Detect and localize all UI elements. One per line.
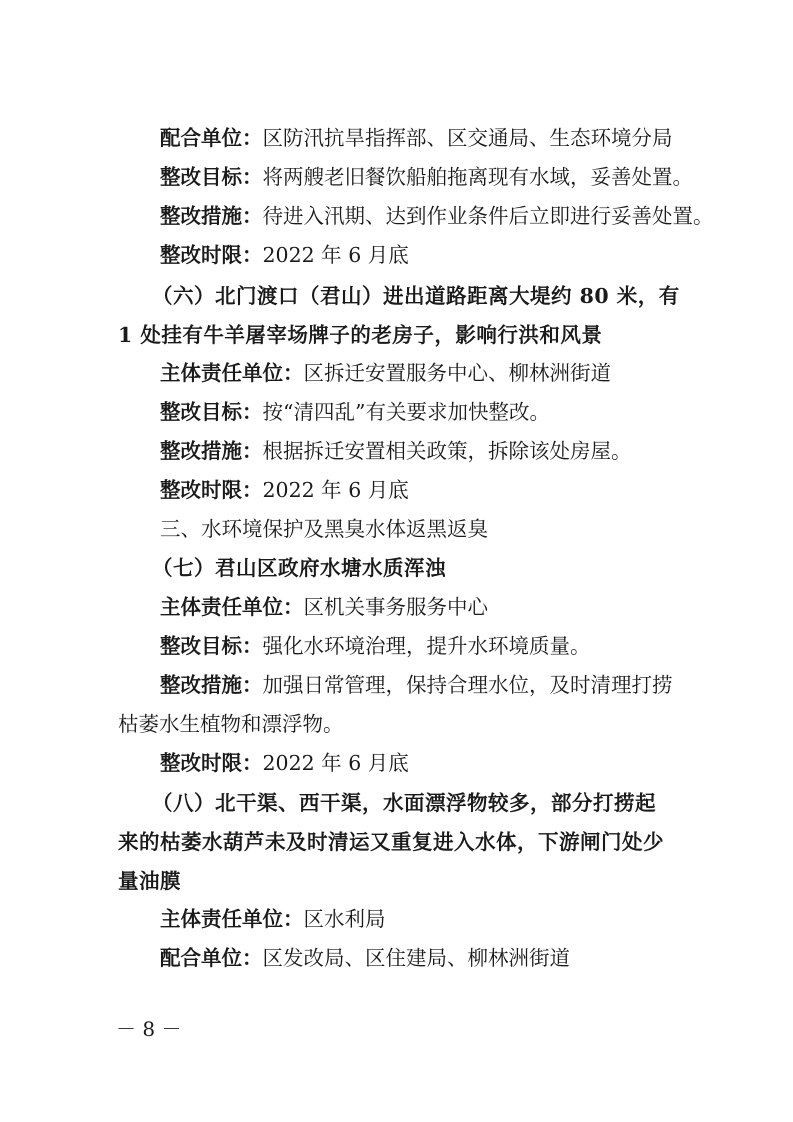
field-label: 整改时限： <box>160 243 263 267</box>
page-number: － 8 － <box>116 1017 182 1041</box>
paragraph-responsible-unit-8 <box>160 906 386 932</box>
field-value: 将两艘老旧餐饮船舶拖离现有水域，妥善处置。 <box>262 165 693 189</box>
field-label: 整改时限： <box>160 478 263 502</box>
field-label: 整改措施： <box>160 204 263 228</box>
heading-item-6-line1: （六）北门渡口（君山）进出道路距离大堤约 80 米，有 <box>152 284 680 308</box>
heading-item-8-line1: （八）北干渠、西干渠，水面漂浮物较多，部分打捞起 <box>152 791 656 815</box>
field-label: 整改措施： <box>160 439 263 463</box>
field-value: 区发改局、区住建局、柳林洲街道 <box>262 946 570 970</box>
field-value: 待进入汛期、达到作业条件后立即进行妥善处置。 <box>262 204 714 228</box>
paragraph-responsible-unit-7 <box>160 594 488 620</box>
field-value: 2022 年 6 月底 <box>262 478 409 502</box>
paragraph-responsible-unit-6 <box>160 360 611 386</box>
paragraph-rectification-goal-7 <box>160 633 591 659</box>
paragraph-deadline-5 <box>160 242 409 268</box>
heading-item-8-line3: 量油膜 <box>118 869 181 893</box>
paragraph-rectification-measures-6 <box>160 438 632 464</box>
paragraph-cooperating-units-8 <box>160 945 570 971</box>
field-label: 主体责任单位： <box>160 907 304 931</box>
field-value: 加强日常管理，保持合理水位，及时清理打捞 <box>262 673 673 697</box>
paragraph-rectification-measures-7-line1 <box>160 672 673 698</box>
field-value: 2022 年 6 月底 <box>262 243 409 267</box>
field-value: 区水利局 <box>303 907 386 931</box>
field-label: 主体责任单位： <box>160 361 304 385</box>
field-value: 区防汛抗旱指挥部、区交通局、生态环境分局 <box>262 126 673 150</box>
field-value: 区拆迁安置服务中心、柳林洲街道 <box>303 361 611 385</box>
field-label: 整改目标： <box>160 634 263 658</box>
field-label: 配合单位： <box>160 946 263 970</box>
field-label: 主体责任单位： <box>160 595 304 619</box>
paragraph-deadline-6 <box>160 477 409 503</box>
heading-item-8-line2: 来的枯萎水葫芦未及时清运又重复进入水体，下游闸门处少 <box>118 830 664 854</box>
field-value: 按“清四乱”有关要求加快整改。 <box>262 400 550 424</box>
paragraph-deadline-7 <box>160 750 409 776</box>
field-value: 根据拆迁安置相关政策，拆除该处房屋。 <box>262 439 632 463</box>
field-value: 强化水环境治理，提升水环境质量。 <box>262 634 591 658</box>
paragraph-cooperating-units-5 <box>160 125 673 151</box>
section-heading-3: 三、水环境保护及黑臭水体返黑返臭 <box>160 517 488 541</box>
field-value: 2022 年 6 月底 <box>262 751 409 775</box>
paragraph-rectification-goal-5 <box>160 164 693 190</box>
paragraph-rectification-measures-5 <box>160 203 714 229</box>
field-label: 整改时限： <box>160 751 263 775</box>
heading-item-7: （七）君山区政府水塘水质浑浊 <box>152 556 446 580</box>
field-label: 整改目标： <box>160 165 263 189</box>
field-label: 配合单位： <box>160 126 263 150</box>
field-value: 区机关事务服务中心 <box>303 595 488 619</box>
paragraph-rectification-measures-7-line2: 枯萎水生植物和漂浮物。 <box>118 712 344 736</box>
heading-item-6-line2: 1 处挂有牛羊屠宰场牌子的老房子，影响行洪和风景 <box>118 323 603 347</box>
paragraph-rectification-goal-6 <box>160 399 550 425</box>
field-label: 整改措施： <box>160 673 263 697</box>
field-label: 整改目标： <box>160 400 263 424</box>
